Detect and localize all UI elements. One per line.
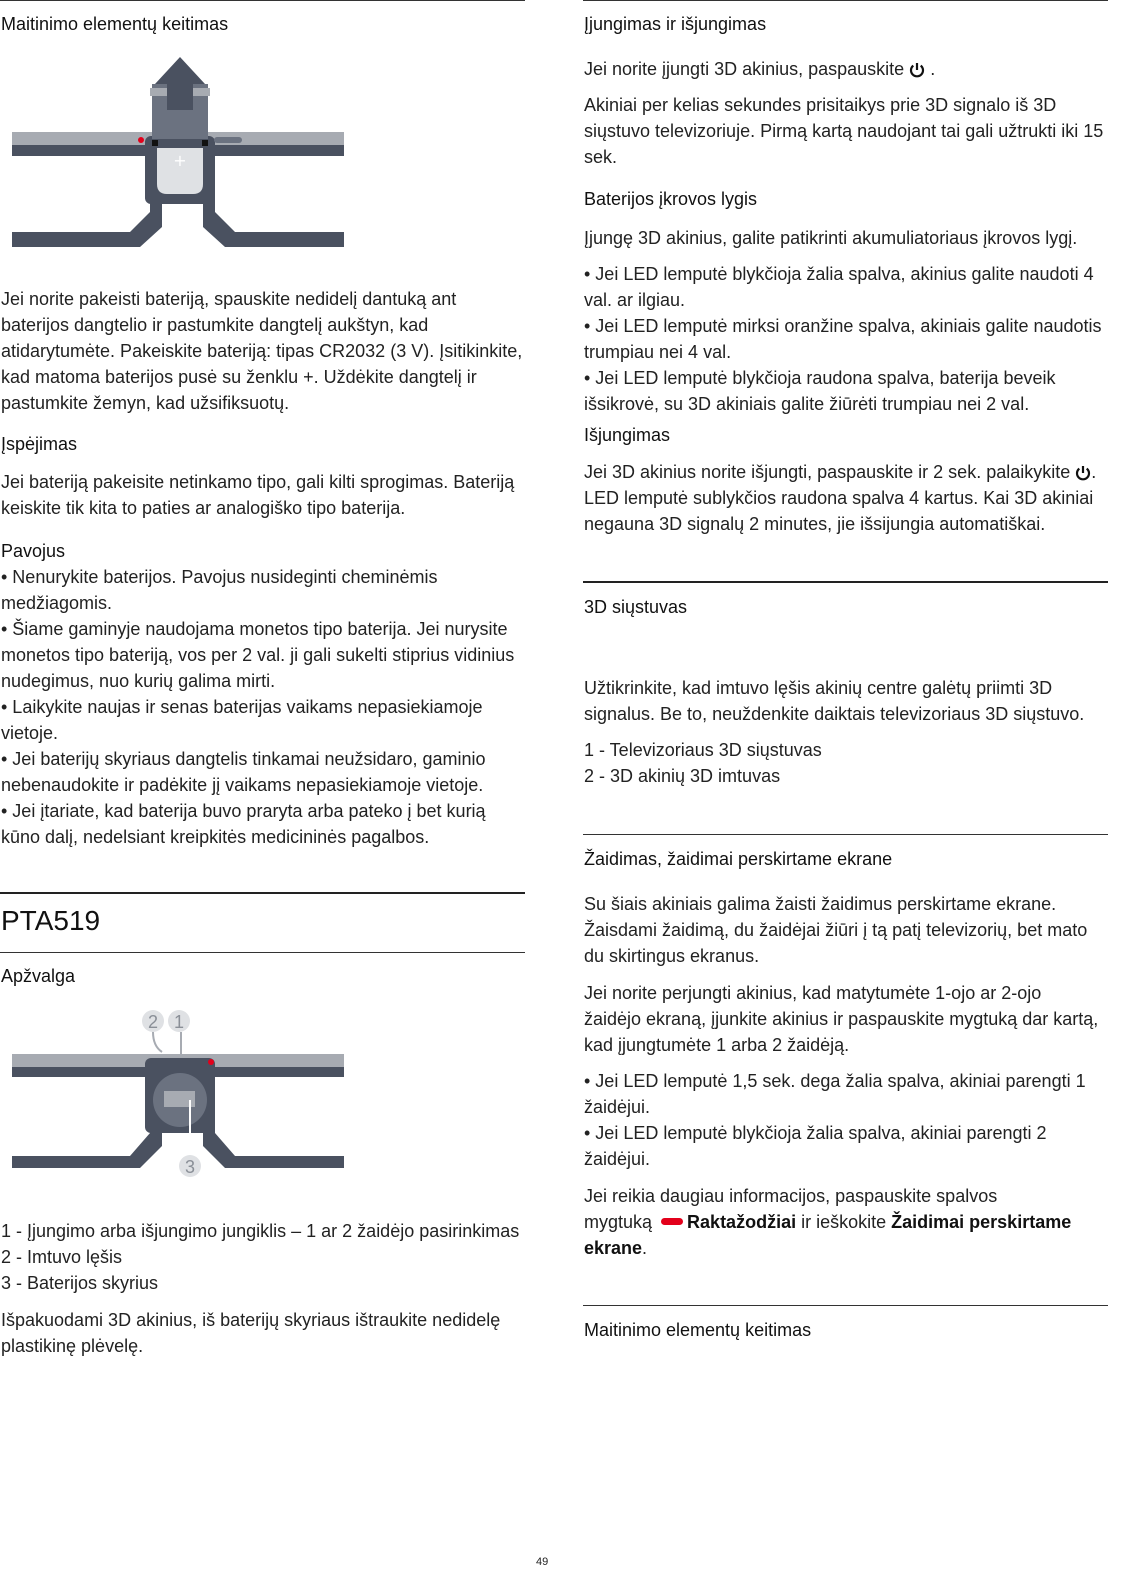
overview-legend: 1 - Įjungimo arba išjungimo jungiklis – 1 ar 2 žaidėjo pasirinkimas 2 - Imtuvo lęšis 3 - Baterijos skyrius <box>1 1221 520 1293</box>
onoff-paragraph-1: Jei norite įjungti 3D akinius, paspauskite . <box>584 59 936 79</box>
onoff-paragraph-2: Akiniai per kelias sekundes prisitaikys prie 3D signalo iš 3D siųstuvo televizoriuje. Pirmą kartą naudojant tai gali užtrukti iki 15 sek. <box>584 95 1104 167</box>
danger-title: Pavojus <box>1 541 66 561</box>
split-paragraph-1: Su šiais akiniais galima žaisti žaidimus perskirtame ekrane. Žaisdami žaidimą, du žaidėjai žiūri į tą patį televizorių, bet mato du skirtingus ekranus. <box>584 894 1088 966</box>
keywords-link[interactable]: Raktažodžiai <box>687 1212 797 1232</box>
power-icon <box>909 62 925 78</box>
danger-list: • Nenurykite baterijos. Pavojus nusideginti cheminėmis medžiagomis. • Šiame gaminyje naudojama monetos tipo baterija. Jei nurysite monetos tipo bateriją, vos per 2 val. ji gali sukelti stiprius vidinius nudegimus, nuo kurių galima mirti. • Laikykite naujas ir senas baterijas vaikams nepasiekiamoje vietoje. • Jei baterijų skyriaus dangtelis tinkamai neužsidaro, gaminio nebenaudokite ir padėkite jį vaikams nepasiekiamoje vietoje. • Jei įtariate, kad baterija buvo praryta arba pateko į bet kurią kūno dalį, nedelsiant kreipkitės medicininės pagalbos. <box>1 567 515 847</box>
off-paragraph: Jei 3D akinius norite išjungti, paspauskite ir 2 sek. palaikykite . LED lemputė sublykčios raudona spalva 4 kartus. Kai 3D akiniai negauna 3D signalų 2 minutes, jie išsijungia automatiškai. <box>584 462 1097 534</box>
charge-list: • Jei LED lemputė blykčioja žalia spalva, akinius galite naudoti 4 val. ar ilgiau. • Jei LED lemputė mirksi oranžine spalva, akiniais galite naudotis trumpiau nei 4 val. • Jei LED lemputė blykčioja raudona spalva, baterija beveik išsikrovė, su 3D akiniais galite žiūrėti trumpiau nei 2 val. <box>584 264 1102 414</box>
top-rule-right <box>583 0 1108 1</box>
battery-paragraph: Jei norite pakeisti bateriją, spauskite nedidelį dantuką ant baterijos dangtelio ir pastumkite dangtelį aukštyn, kad atidarytumėte. Pakeiskite bateriją: tipas CR2032 (3 V). Įsitikinkite, kad matoma baterijos pusė su ženklu +. Uždėkite dangtelį ir pastumkite žemyn, kad užsifiksuotų. <box>1 289 523 413</box>
red-color-key-icon <box>661 1218 683 1225</box>
transmitter-title: 3D siųstuvas <box>584 597 688 617</box>
callout-3: 3 <box>184 1157 196 1177</box>
section-rule-battery-2 <box>583 1305 1108 1306</box>
transmitter-paragraph: Užtikrinkite, kad imtuvo lęšis akinių centre galėtų priimti 3D signalus. Be to, neuždenkite daiktais televizoriaus 3D siųstuvo. <box>584 678 1085 724</box>
top-rule-left <box>0 0 525 1</box>
callout-2: 2 <box>147 1012 159 1032</box>
off-title: Išjungimas <box>584 425 671 445</box>
split-title: Žaidimas, žaidimai perskirtame ekrane <box>584 849 893 869</box>
unpack-paragraph: Išpakuodami 3D akinius, iš baterijų skyriaus ištraukite nedidelę plastikinę plėvelę. <box>1 1310 501 1356</box>
section-rule-pta519 <box>0 892 525 894</box>
glasses-overview-illustration <box>10 1008 350 1186</box>
topic-link[interactable]: Žaidimai perskirtame <box>891 1212 1072 1232</box>
warning-title: Įspėjimas <box>1 434 78 454</box>
split-led-list: • Jei LED lemputė 1,5 sek. dega žalia spalva, akiniai parengti 1 žaidėjui. • Jei LED lemputė blykčioja žalia spalva, akiniai parengti 2 žaidėjui. <box>584 1071 1086 1169</box>
svg-text:+: + <box>173 151 187 170</box>
section-rule-transmitter <box>583 581 1108 583</box>
charge-title: Baterijos įkrovos lygis <box>584 189 758 209</box>
battery-replacement-illustration <box>10 52 350 257</box>
info-paragraph: Jei reikia daugiau informacijos, paspauskite spalvos mygtuką Raktažodžiai ir ieškokite Žaidimai perskirtame ekrane. <box>584 1186 1072 1258</box>
callout-1: 1 <box>173 1012 185 1032</box>
page-number: 49 <box>536 1556 549 1568</box>
section-rule-split-screen <box>583 834 1108 835</box>
overview-title: Apžvalga <box>1 966 76 986</box>
split-paragraph-2: Jei norite perjungti akinius, kad matytumėte 1-ojo ar 2-ojo žaidėjo ekraną, įjunkite akinius ir paspauskite mygtuką dar kartą, kad įjungtumėte 1 arba 2 žaidėją. <box>584 983 1099 1055</box>
battery-title: Maitinimo elementų keitimas <box>1 14 229 34</box>
model-title: PTA519 <box>1 905 101 936</box>
battery2-title: Maitinimo elementų keitimas <box>584 1320 812 1340</box>
transmitter-list: 1 - Televizoriaus 3D siųstuvas 2 - 3D akinių 3D imtuvas <box>584 740 822 786</box>
charge-intro: Įjungę 3D akinius, galite patikrinti akumuliatoriaus įkrovos lygį. <box>584 228 1078 248</box>
warning-paragraph: Jei bateriją pakeisite netinkamo tipo, gali kilti sprogimas. Bateriją keiskite tik kita to paties ar analogiško tipo baterija. <box>1 472 515 518</box>
topic-link-cont[interactable]: ekrane <box>584 1238 643 1258</box>
power-icon <box>1075 465 1091 481</box>
model-title-underline <box>0 952 525 953</box>
onoff-title: Įjungimas ir išjungimas <box>584 14 767 34</box>
